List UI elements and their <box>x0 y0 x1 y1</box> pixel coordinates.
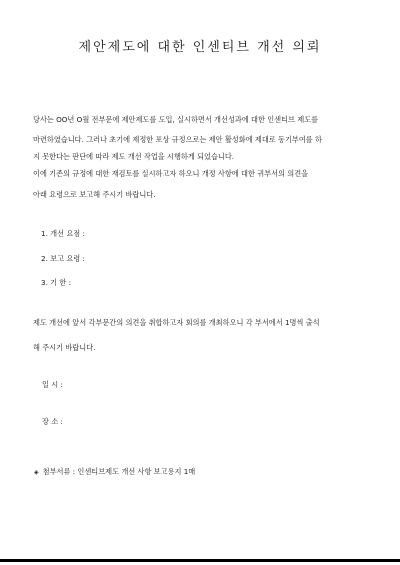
meeting-line-1: 제도 개선에 앞서 각부문간의 의견을 취합하고자 회의를 개최하오니 각 부서에서 1명씩 출석 <box>33 318 320 327</box>
field-datetime: 일 시 : <box>42 380 63 389</box>
document-title: 제안제도에 대한 인센티브 개선 의뢰 <box>78 40 322 55</box>
body-line-3: 지 못한다는 판단에 따라 제도 개선 작업을 시행하게 되었습니다. <box>33 152 235 161</box>
list-item-report-guideline: 2. 보고 요령 : <box>41 254 85 263</box>
diamond-bullet-icon: ◈ <box>34 469 39 476</box>
body-line-1: 당사는 OO년 O월 전부문에 제안제도를 도입, 실시하면서 개선성과에 대한 인센티브 제도를 <box>33 115 319 124</box>
list-item-improvement-points: 1. 개선 요점 : <box>41 229 85 238</box>
body-line-4: 이에 기존의 규정에 대한 재검토를 실시하고자 하오니 개정 사항에 대한 귀부서의 의견을 <box>33 169 309 178</box>
list-item-deadline: 3. 기 한 : <box>41 278 72 287</box>
footer-rule <box>0 559 400 562</box>
field-location: 장 소 : <box>42 417 63 426</box>
attachment-text: 첨부서류 : 인센티브제도 개선 사항 보고용지 1매 <box>42 467 196 476</box>
body-line-2: 마련하였습니다. 그러나 초기에 제정한 포상 규정으로는 제안 활성화에 제대로 동기부여를 하 <box>33 135 322 144</box>
body-line-5: 아래 요령으로 보고해 주시기 바랍니다. <box>33 190 156 199</box>
meeting-line-2: 해 주시기 바랍니다. <box>33 343 96 352</box>
attachment-note <box>34 467 195 477</box>
